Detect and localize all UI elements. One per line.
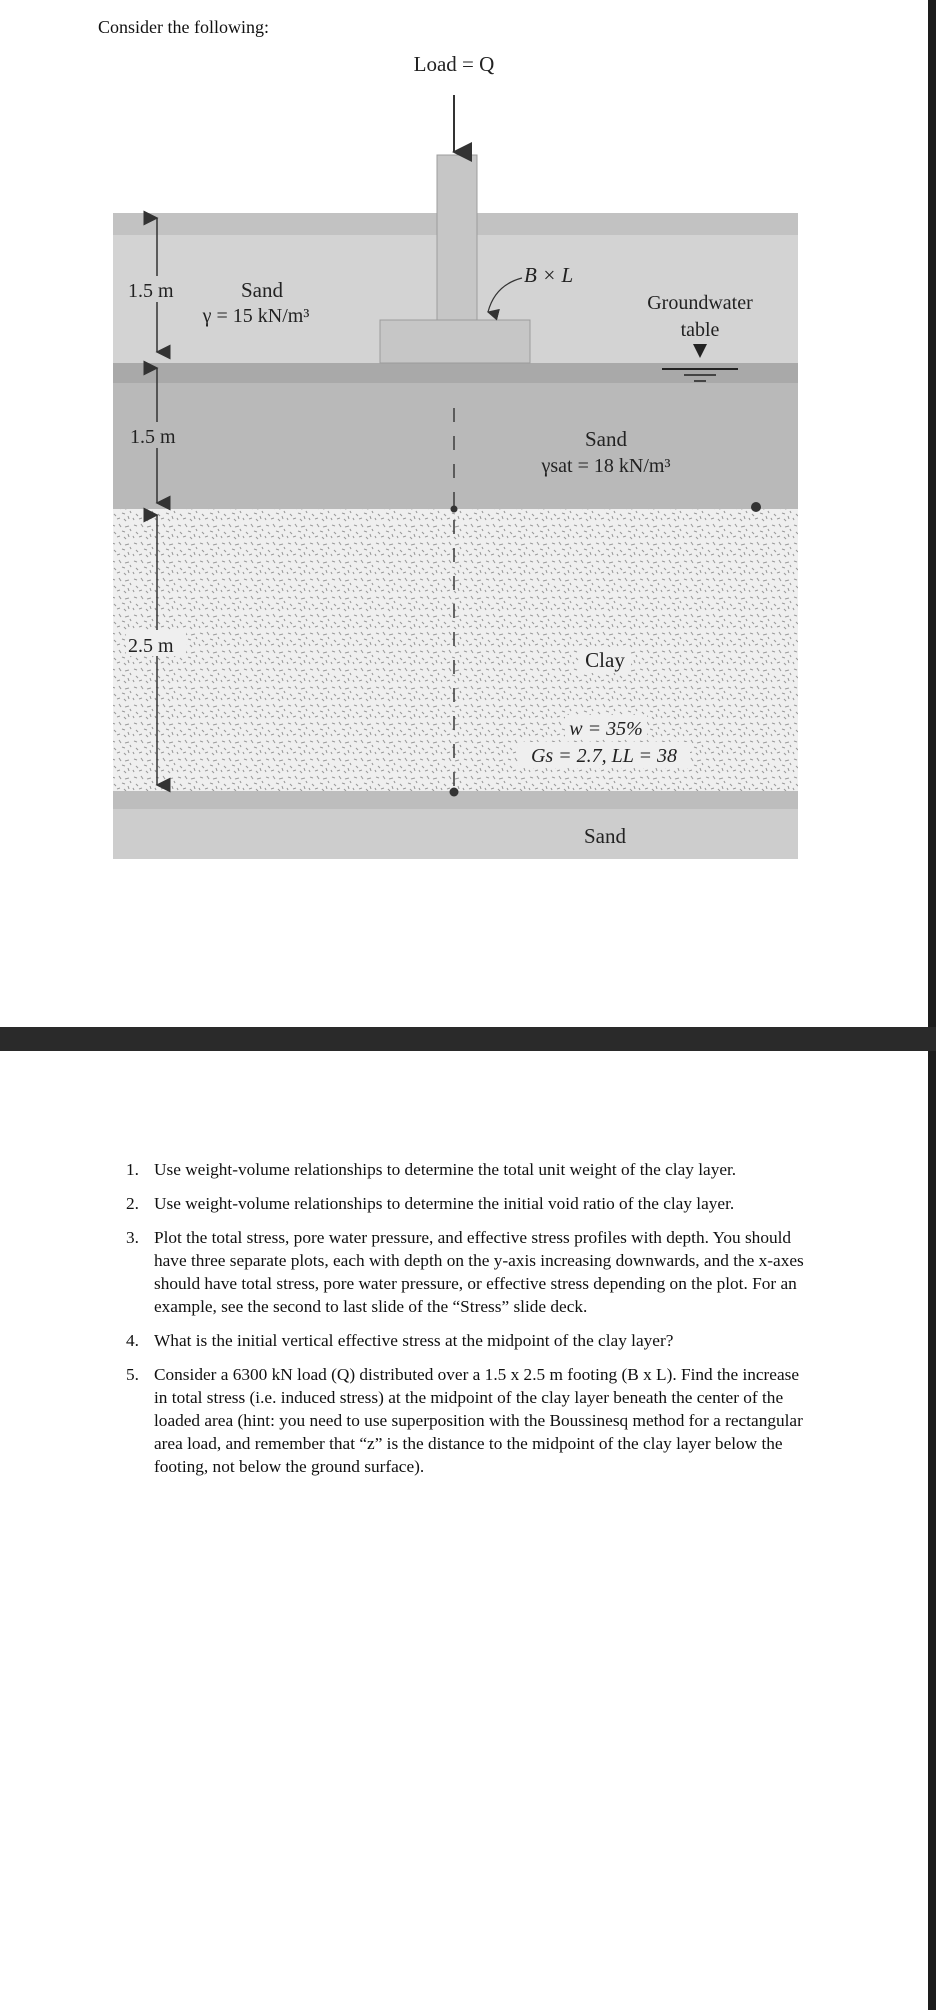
question-item [126, 1226, 812, 1318]
question-text: Use weight-volume relationships to determine the total unit weight of the clay layer. [154, 1160, 737, 1179]
groundwater-label-2: table [680, 319, 720, 341]
layer2-sand-saturated [113, 363, 798, 509]
question-text: What is the initial vertical effective stress at the midpoint of the clay layer? [154, 1331, 674, 1350]
question-item [126, 1329, 812, 1352]
layer3-clay [113, 509, 798, 791]
layer1-material: Sand [241, 278, 283, 302]
question-text: Use weight-volume relationships to determine the initial void ratio of the clay layer. [154, 1194, 735, 1213]
footing-base [380, 320, 530, 363]
page-divider [0, 1027, 936, 1051]
footing-column [437, 155, 477, 320]
layer2-material: Sand [585, 427, 627, 451]
layer3-properties: Gs = 2.7, LL = 38 [530, 745, 678, 767]
intro-text: Consider the following: [98, 17, 269, 37]
layer2-unit-weight: γsat = 18 kN/m³ [541, 455, 671, 477]
layer2-thickness: 1.5 m [130, 426, 176, 448]
question-text: Consider a 6300 kN load (Q) distributed over a 1.5 x 2.5 m footing (B x L). Find the increase in total stress (i.e. induced stress) at the midpoint of the clay layer beneath the center of the loaded area (hint: you need to use superposition with the Boussinesq method for a rectangular area load, and remember that “z” is the distance to the midpoint of the clay layer below the footing, not below the ground surface). [154, 1365, 803, 1476]
load-label: Load = Q [413, 52, 495, 76]
footing-label: B × L [524, 263, 574, 287]
layer3-thickness: 2.5 m [128, 635, 174, 657]
question-list [126, 1158, 812, 1489]
clay-top-right-point [751, 502, 761, 512]
groundwater-label: Groundwater [647, 292, 753, 314]
question-number: 4. [126, 1331, 139, 1350]
layer3-water-content: w = 35% [569, 718, 643, 740]
bottom-layer-material: Sand [584, 824, 626, 848]
layer1-unit-weight: γ = 15 kN/m³ [202, 305, 310, 327]
question-number: 1. [126, 1160, 139, 1179]
layer3-material: Clay [585, 648, 625, 672]
question-item [126, 1363, 812, 1478]
question-number: 5. [126, 1365, 139, 1384]
layer1-thickness: 1.5 m [128, 280, 174, 302]
clay-top-point [451, 506, 458, 513]
question-item [126, 1192, 812, 1215]
question-item [126, 1158, 812, 1181]
clay-bottom-point [450, 788, 459, 797]
question-number: 3. [126, 1228, 139, 1247]
question-number: 2. [126, 1194, 139, 1213]
question-text: Plot the total stress, pore water pressure, and effective stress profiles with depth. You should have three separate plots, each with depth on the y-axis increasing downwards, and the x-axes should have total stress, pore water pressure, or effective stress depending on the plot. For an example, see the second to last slide of the “Stress” slide deck. [154, 1228, 804, 1316]
